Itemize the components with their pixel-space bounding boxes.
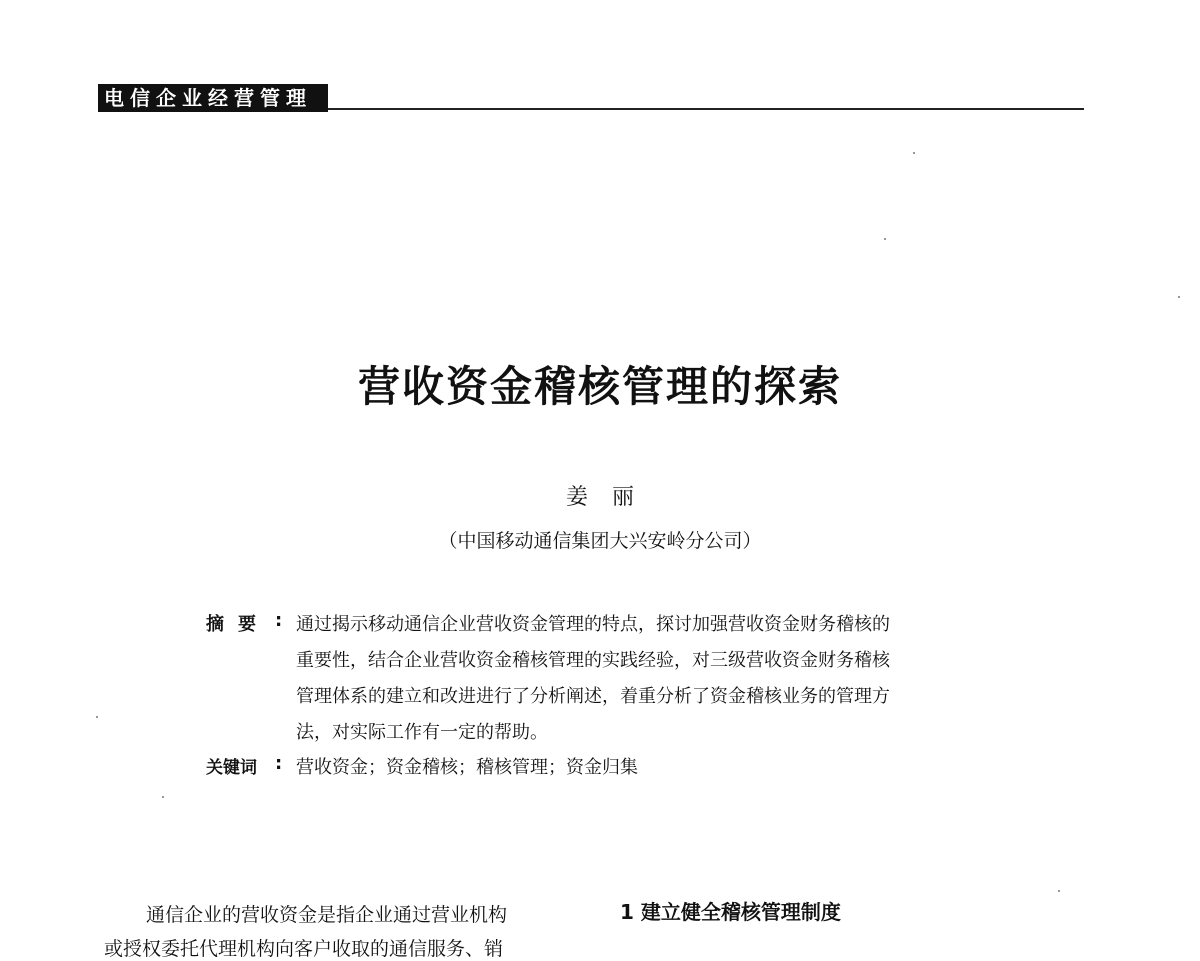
section-heading: 1 建立健全稽核管理制度 <box>620 900 841 924</box>
keywords-colon: : <box>275 753 283 774</box>
abstract-line: 法，对实际工作有一定的帮助。 <box>296 722 548 743</box>
scan-speck <box>162 796 164 798</box>
header-rule <box>328 108 1084 110</box>
abstract-label: 摘要 <box>206 614 270 635</box>
body-paragraph-line: 通信企业的营收资金是指企业通过营业机构 <box>146 904 508 926</box>
abstract-line: 管理体系的建立和改进进行了分析阐述，着重分析了资金稽核业务的管理方 <box>296 686 890 707</box>
scan-speck <box>1058 890 1060 892</box>
scan-speck <box>884 238 886 240</box>
author-affiliation: （中国移动通信集团大兴安岭分公司） <box>438 530 762 552</box>
keywords-label: 关键词 <box>206 758 257 778</box>
scan-speck <box>1178 296 1180 298</box>
article-title: 营收资金稽核管理的探索 <box>357 362 842 411</box>
abstract-colon: : <box>275 610 283 631</box>
author-name: 姜丽 <box>565 485 658 510</box>
keywords-text: 营收资金；资金稽核；稽核管理；资金归集 <box>296 757 638 778</box>
scan-speck <box>913 152 915 154</box>
column-header: 电信企业经营管理 <box>98 84 328 112</box>
body-paragraph-line: 或授权委托代理机构向客户收取的通信服务、销 <box>104 938 504 960</box>
abstract-line: 重要性，结合企业营收资金稽核管理的实践经验，对三级营收资金财务稽核 <box>296 650 890 671</box>
abstract-line: 通过揭示移动通信企业营收资金管理的特点，探讨加强营收资金财务稽核的 <box>296 614 890 635</box>
scan-speck <box>96 716 98 718</box>
